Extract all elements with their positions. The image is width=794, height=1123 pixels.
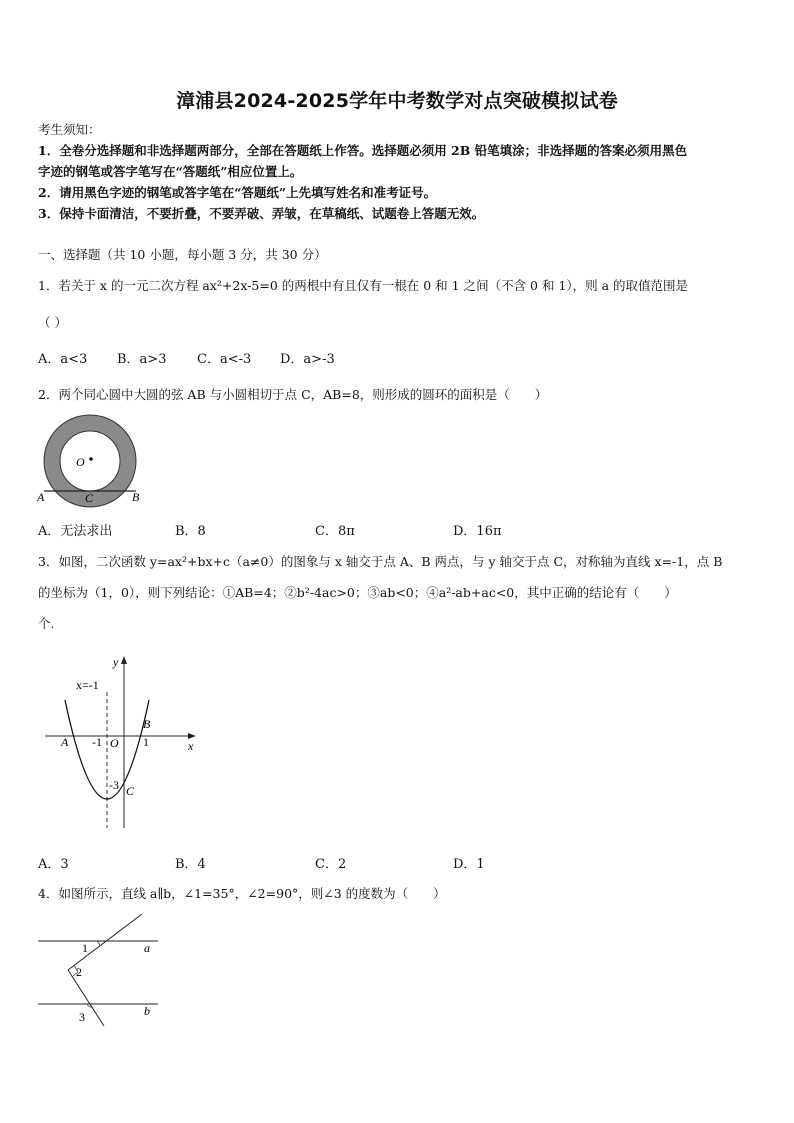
q1-option-a: A．a<3 [38, 352, 88, 367]
angle-1-arc [97, 941, 100, 946]
page-title: 漳浦县2024-2025学年中考数学对点突破模拟试卷 [176, 90, 618, 112]
q2-option-c: C．8π [315, 524, 355, 539]
notice-item-2: 2．请用黑色字迹的钢笔或答字笔在“答题纸”上先填写姓名和准考证号。 [38, 185, 437, 200]
q1-option-b: B．a>3 [117, 352, 167, 367]
label-x: x [188, 739, 194, 753]
annulus-figure [36, 408, 146, 508]
q3-option-d: D．1 [453, 857, 485, 872]
label-c: C [85, 491, 94, 505]
q2-option-b: B．8 [175, 524, 206, 539]
q1-option-c: C．a<-3 [197, 352, 252, 367]
label-b: B [143, 717, 151, 731]
inner-circle [60, 431, 120, 491]
label-o: O [76, 455, 85, 469]
q3-option-c: C．2 [315, 857, 347, 872]
parabola-figure [40, 648, 205, 838]
notice-heading: 考生须知： [38, 122, 101, 137]
question-1-text: 1．若关于 x 的一元二次方程 ax²+2x-5=0 的两根中有且仅有一根在 0 和 1 之间（不含 0 和 1），则 a 的取值范围是 [38, 278, 689, 293]
notice-item-1-cont: 字迹的钢笔或答字笔写在“答题纸”相应位置上。 [38, 164, 303, 179]
center-point [89, 457, 93, 461]
label-line-b: b [144, 1004, 150, 1018]
label-y: y [113, 655, 119, 669]
question-2-text: 2．两个同心圆中大圆的弦 AB 与小圆相切于点 C，AB=8，则形成的圆环的面积是（ ） [38, 387, 548, 402]
section-heading: 一、选择题（共 10 小题，每小题 3 分，共 30 分） [38, 247, 327, 262]
transversal-lower [68, 970, 104, 1026]
label-angle-1: 1 [82, 941, 88, 955]
question-1-paren: （ ） [38, 315, 67, 330]
label-c: C [126, 784, 135, 798]
label-neg3: -3 [109, 778, 119, 792]
question-4-text: 4．如图所示，直线 a∥b，∠1=35°，∠2=90°，则∠3 的度数为（ ） [38, 886, 446, 901]
label-o: O [110, 736, 119, 750]
q1-option-d: D．a>-3 [280, 352, 335, 367]
label-a: A [37, 490, 45, 504]
label-line-a: a [144, 941, 150, 955]
question-3-line-2: 的坐标为（1，0），则下列结论：①AB=4；②b²-4ac>0；③ab<0；④a²-ab+ac<0，其中正确的结论有（ ） [38, 585, 677, 600]
y-axis-arrow [121, 656, 127, 664]
q2-option-d: D．16π [453, 524, 502, 539]
label-axis-eq: x=-1 [76, 678, 99, 692]
notice-item-1: 1．全卷分选择题和非选择题两部分，全部在答题纸上作答。选择题必须用 2B 铅笔填涂；非选择题的答案必须用黑色 [38, 143, 688, 158]
q3-option-a: A．3 [38, 857, 69, 872]
question-3-line-1: 3．如图，二次函数 y=ax²+bx+c（a≠0）的图象与 x 轴交于点 A、B 两点，与 y 轴交于点 C，对称轴为直线 x=-1，点 B [38, 554, 723, 569]
label-a: A [61, 735, 69, 749]
q2-option-a: A．无法求出 [38, 524, 113, 539]
q3-option-b: B．4 [175, 857, 206, 872]
label-neg1: -1 [92, 735, 102, 749]
label-one: 1 [143, 735, 149, 749]
label-b: B [132, 490, 140, 504]
question-3-line-3: 个. [38, 616, 55, 631]
transversal-upper [68, 914, 142, 970]
notice-item-3: 3．保持卡面清洁，不要折叠，不要弄破、弄皱，在草稿纸、试题卷上答题无效。 [38, 206, 485, 221]
label-angle-2: 2 [76, 965, 82, 979]
parallel-lines-figure [34, 912, 164, 1027]
label-angle-3: 3 [79, 1010, 85, 1024]
